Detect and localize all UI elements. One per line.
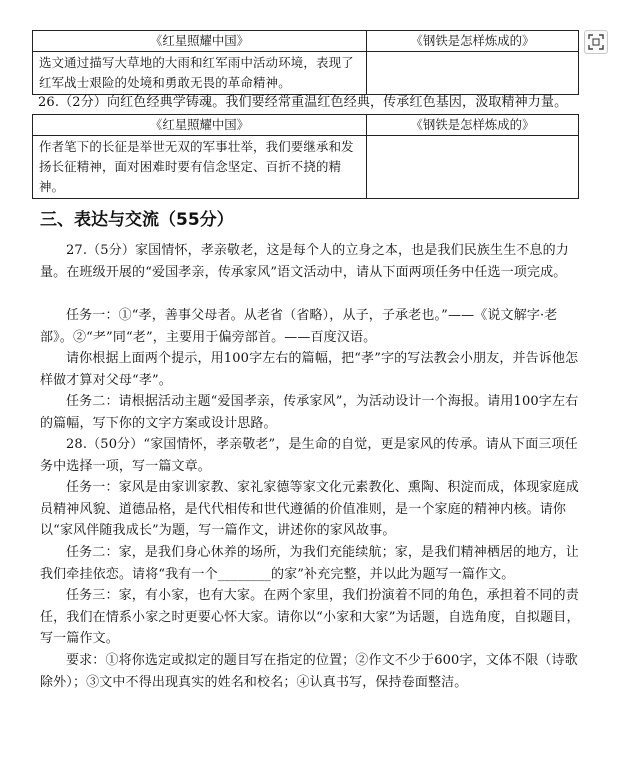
question-28-requirements: 要求：①将你选定或拟定的题目写在指定的位置；②作文不少于600字，文体不限（诗歌除外）；③文中不得出现真实的姓名和校名；④认真书写，保持卷面整洁。 xyxy=(40,653,578,690)
table-header-row xyxy=(33,31,579,52)
table-cell-red-star-text: 选文通过描写大草地的大雨和红军雨中活动环境，表现了红军战士艰险的处境和勇敢无畏的革命精神。 xyxy=(33,52,367,95)
table-header-red-star: 《红星照耀中国》 xyxy=(33,31,367,52)
table-row xyxy=(33,136,579,199)
question-28-task3: 任务三：家，有小家，也有大家。在两个家里，我们扮演着不同的角色，承担着不同的责任，我们在情系小家之时更要心怀大家。请你以“小家和大家”为话题，自选角度，自拟题目，写一篇作文。 xyxy=(40,588,580,646)
question-27-task2: 任务二：请根据活动主题“爱国孝亲，传承家风”，为活动设计一个海报。请用100字左右的篇幅，写下你的文字方案或设计思路。 xyxy=(40,394,579,431)
question-28-intro: 28.（50分）“家国情怀，孝亲敬老”，是生命的自觉，更是家风的传承。请从下面三项任务中选择一项，写一篇文章。 xyxy=(40,437,578,474)
fullscreen-icon xyxy=(588,34,604,50)
question-26: 26.（2分）向红色经典学铸魂。我们要经常重温红色经典，传承红色基因，汲取精神力量。 xyxy=(38,95,568,110)
question-27-task1-prompt: 请你根据上面两个提示，用100字左右的篇幅，把“孝”字的写法教会小朋友，并告诉他怎样做才算对父母“孝”。 xyxy=(40,351,579,388)
table-cell-red-star-text: 作者笔下的长征是举世无双的军事壮举，我们要继承和发扬长征精神，面对困难时要有信念坚定、百折不挠的精神。 xyxy=(33,136,367,199)
table-header-steel: 《钢铁是怎样炼成的》 xyxy=(367,31,579,52)
answer-blank-cell[interactable] xyxy=(367,52,579,95)
fullscreen-button[interactable] xyxy=(584,30,608,54)
table-row xyxy=(33,52,579,95)
answer-blank-cell[interactable] xyxy=(367,136,579,199)
section-title: 三、表达与交流（55分） xyxy=(40,210,234,230)
table-header-steel: 《钢铁是怎样炼成的》 xyxy=(367,115,579,136)
question-28-task2: 任务二：家，是我们身心休养的场所，为我们充能续航；家，是我们精神栖居的地方，让我们牵挂依恋。请将“我有一个________的家”补充完整，并以此为题写一篇作文。 xyxy=(40,545,579,582)
table-header-red-star: 《红星照耀中国》 xyxy=(33,115,367,136)
question-27-intro: 27.（5分）家国情怀，孝亲敬老，这是每个人的立身之本，也是我们民族生生不息的力量。在班级开展的“爱国孝亲，传承家风”语文活动中，请从下面两项任务中任选一项完成。 xyxy=(40,243,569,280)
question-28-task1: 任务一：家风是由家训家教、家礼家德等家文化元素教化、熏陶、积淀而成，体现家庭成员精神风貌、道德品格，是代代相传和世代遵循的价值准则，是一个家庭的精神内核。请你以“家风伴随我成长”为题，写一篇作文，讲述你的家风故事。 xyxy=(40,480,579,538)
question-27-task1-material: 任务一：①“孝，善事父母者。从老省（省略），从子，子承老也。”——《说文解字·老部》。②“耂”同“老”，主要用于偏旁部首。——百度汉语。 xyxy=(40,308,558,345)
comparison-table-2 xyxy=(32,114,579,199)
comparison-table-1 xyxy=(32,30,579,95)
table-header-row xyxy=(33,115,579,136)
